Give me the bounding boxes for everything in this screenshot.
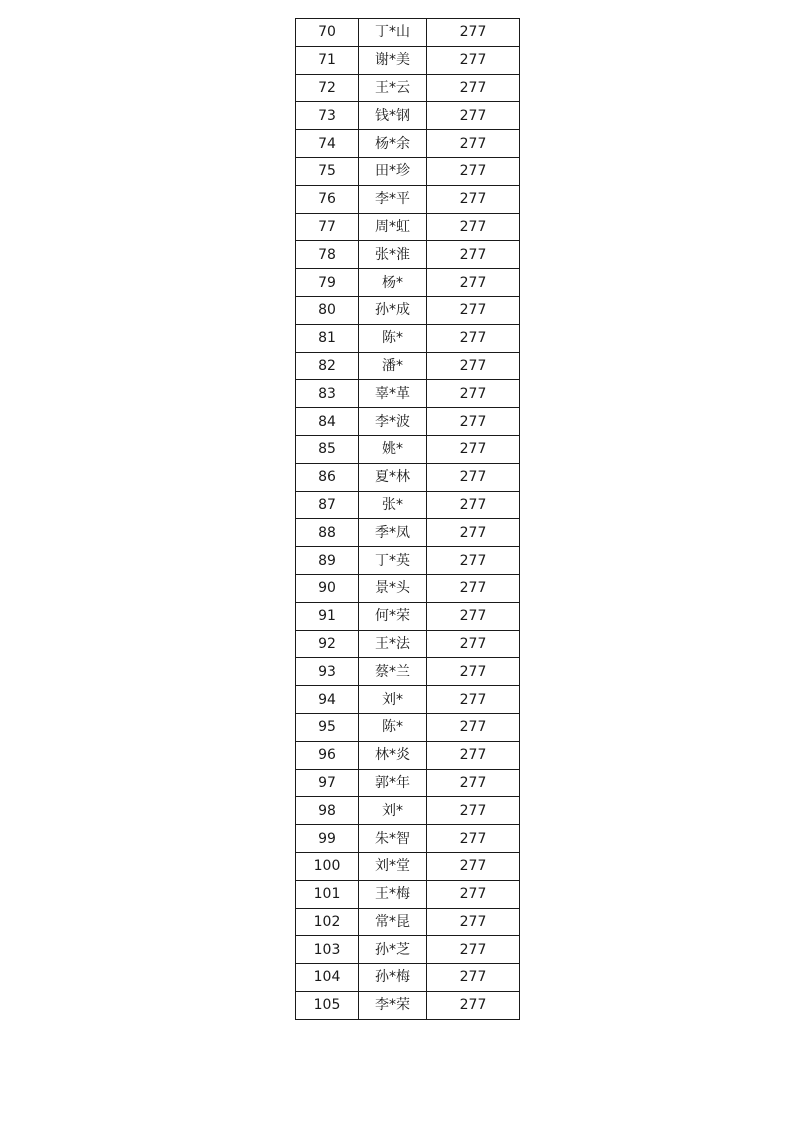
row-number-cell: 100 <box>296 852 359 880</box>
name-cell: 朱*智 <box>359 825 427 853</box>
score-cell: 277 <box>427 630 520 658</box>
name-cell: 夏*林 <box>359 463 427 491</box>
score-cell: 277 <box>427 936 520 964</box>
row-number-cell: 84 <box>296 408 359 436</box>
row-number-cell: 105 <box>296 991 359 1019</box>
table-row <box>296 19 520 47</box>
score-cell: 277 <box>427 213 520 241</box>
table-row <box>296 157 520 185</box>
table-row <box>296 130 520 158</box>
row-number-cell: 77 <box>296 213 359 241</box>
score-cell: 277 <box>427 741 520 769</box>
row-number-cell: 102 <box>296 908 359 936</box>
name-cell: 辜*革 <box>359 380 427 408</box>
score-cell: 277 <box>427 157 520 185</box>
score-cell: 277 <box>427 880 520 908</box>
score-cell: 277 <box>427 713 520 741</box>
score-cell: 277 <box>427 658 520 686</box>
row-number-cell: 71 <box>296 46 359 74</box>
name-cell: 刘*堂 <box>359 852 427 880</box>
row-number-cell: 101 <box>296 880 359 908</box>
row-number-cell: 93 <box>296 658 359 686</box>
row-number-cell: 98 <box>296 797 359 825</box>
row-number-cell: 104 <box>296 964 359 992</box>
score-cell: 277 <box>427 547 520 575</box>
row-number-cell: 83 <box>296 380 359 408</box>
score-cell: 277 <box>427 269 520 297</box>
table-row <box>296 964 520 992</box>
score-cell: 277 <box>427 241 520 269</box>
table-row <box>296 686 520 714</box>
name-cell: 杨* <box>359 269 427 297</box>
name-cell: 谢*美 <box>359 46 427 74</box>
table-row <box>296 213 520 241</box>
roster-table <box>295 18 520 1020</box>
name-cell: 刘* <box>359 797 427 825</box>
name-cell: 姚* <box>359 435 427 463</box>
score-cell: 277 <box>427 352 520 380</box>
table-row <box>296 380 520 408</box>
table-row <box>296 880 520 908</box>
row-number-cell: 91 <box>296 602 359 630</box>
row-number-cell: 76 <box>296 185 359 213</box>
row-number-cell: 92 <box>296 630 359 658</box>
score-cell: 277 <box>427 324 520 352</box>
row-number-cell: 73 <box>296 102 359 130</box>
name-cell: 王*法 <box>359 630 427 658</box>
table-row <box>296 185 520 213</box>
score-cell: 277 <box>427 102 520 130</box>
table-row <box>296 547 520 575</box>
table-row <box>296 630 520 658</box>
row-number-cell: 99 <box>296 825 359 853</box>
name-cell: 刘* <box>359 686 427 714</box>
table-row <box>296 908 520 936</box>
score-cell: 277 <box>427 602 520 630</box>
score-cell: 277 <box>427 769 520 797</box>
name-cell: 张* <box>359 491 427 519</box>
score-cell: 277 <box>427 491 520 519</box>
score-cell: 277 <box>427 964 520 992</box>
row-number-cell: 90 <box>296 574 359 602</box>
name-cell: 景*头 <box>359 574 427 602</box>
row-number-cell: 85 <box>296 435 359 463</box>
table-row <box>296 463 520 491</box>
row-number-cell: 79 <box>296 269 359 297</box>
table-row <box>296 825 520 853</box>
score-cell: 277 <box>427 825 520 853</box>
score-cell: 277 <box>427 463 520 491</box>
score-cell: 277 <box>427 296 520 324</box>
name-cell: 孙*芝 <box>359 936 427 964</box>
name-cell: 李*平 <box>359 185 427 213</box>
score-cell: 277 <box>427 130 520 158</box>
name-cell: 何*荣 <box>359 602 427 630</box>
name-cell: 杨*余 <box>359 130 427 158</box>
name-cell: 丁*山 <box>359 19 427 47</box>
score-cell: 277 <box>427 686 520 714</box>
name-cell: 周*虹 <box>359 213 427 241</box>
row-number-cell: 82 <box>296 352 359 380</box>
row-number-cell: 86 <box>296 463 359 491</box>
name-cell: 季*凤 <box>359 519 427 547</box>
table-row <box>296 435 520 463</box>
name-cell: 陈* <box>359 324 427 352</box>
table-row <box>296 74 520 102</box>
table-row <box>296 324 520 352</box>
table-row <box>296 352 520 380</box>
table-row <box>296 658 520 686</box>
table-row <box>296 46 520 74</box>
table-row <box>296 602 520 630</box>
row-number-cell: 88 <box>296 519 359 547</box>
table-row <box>296 713 520 741</box>
row-number-cell: 95 <box>296 713 359 741</box>
score-cell: 277 <box>427 185 520 213</box>
row-number-cell: 78 <box>296 241 359 269</box>
name-cell: 王*梅 <box>359 880 427 908</box>
name-cell: 李*荣 <box>359 991 427 1019</box>
name-cell: 孙*梅 <box>359 964 427 992</box>
name-cell: 潘* <box>359 352 427 380</box>
score-cell: 277 <box>427 408 520 436</box>
row-number-cell: 80 <box>296 296 359 324</box>
row-number-cell: 75 <box>296 157 359 185</box>
row-number-cell: 97 <box>296 769 359 797</box>
row-number-cell: 72 <box>296 74 359 102</box>
score-cell: 277 <box>427 519 520 547</box>
table-row <box>296 296 520 324</box>
score-cell: 277 <box>427 380 520 408</box>
table-row <box>296 519 520 547</box>
row-number-cell: 87 <box>296 491 359 519</box>
table-row <box>296 741 520 769</box>
table-row <box>296 936 520 964</box>
name-cell: 李*波 <box>359 408 427 436</box>
score-cell: 277 <box>427 19 520 47</box>
table-row <box>296 241 520 269</box>
row-number-cell: 103 <box>296 936 359 964</box>
name-cell: 田*珍 <box>359 157 427 185</box>
table-row <box>296 797 520 825</box>
score-cell: 277 <box>427 435 520 463</box>
row-number-cell: 70 <box>296 19 359 47</box>
name-cell: 王*云 <box>359 74 427 102</box>
name-cell: 张*淮 <box>359 241 427 269</box>
score-cell: 277 <box>427 46 520 74</box>
row-number-cell: 94 <box>296 686 359 714</box>
table-row <box>296 852 520 880</box>
name-cell: 蔡*兰 <box>359 658 427 686</box>
table-row <box>296 102 520 130</box>
table-row <box>296 408 520 436</box>
row-number-cell: 96 <box>296 741 359 769</box>
table-row <box>296 991 520 1019</box>
table-row <box>296 269 520 297</box>
name-cell: 常*昆 <box>359 908 427 936</box>
table-row <box>296 769 520 797</box>
score-cell: 277 <box>427 74 520 102</box>
row-number-cell: 74 <box>296 130 359 158</box>
score-cell: 277 <box>427 991 520 1019</box>
table-row <box>296 491 520 519</box>
name-cell: 郭*年 <box>359 769 427 797</box>
score-cell: 277 <box>427 908 520 936</box>
name-cell: 孙*成 <box>359 296 427 324</box>
table-row <box>296 574 520 602</box>
row-number-cell: 89 <box>296 547 359 575</box>
name-cell: 钱*钢 <box>359 102 427 130</box>
score-cell: 277 <box>427 574 520 602</box>
name-cell: 丁*英 <box>359 547 427 575</box>
name-cell: 陈* <box>359 713 427 741</box>
score-cell: 277 <box>427 852 520 880</box>
roster-table-body <box>296 19 520 1020</box>
score-cell: 277 <box>427 797 520 825</box>
name-cell: 林*炎 <box>359 741 427 769</box>
row-number-cell: 81 <box>296 324 359 352</box>
